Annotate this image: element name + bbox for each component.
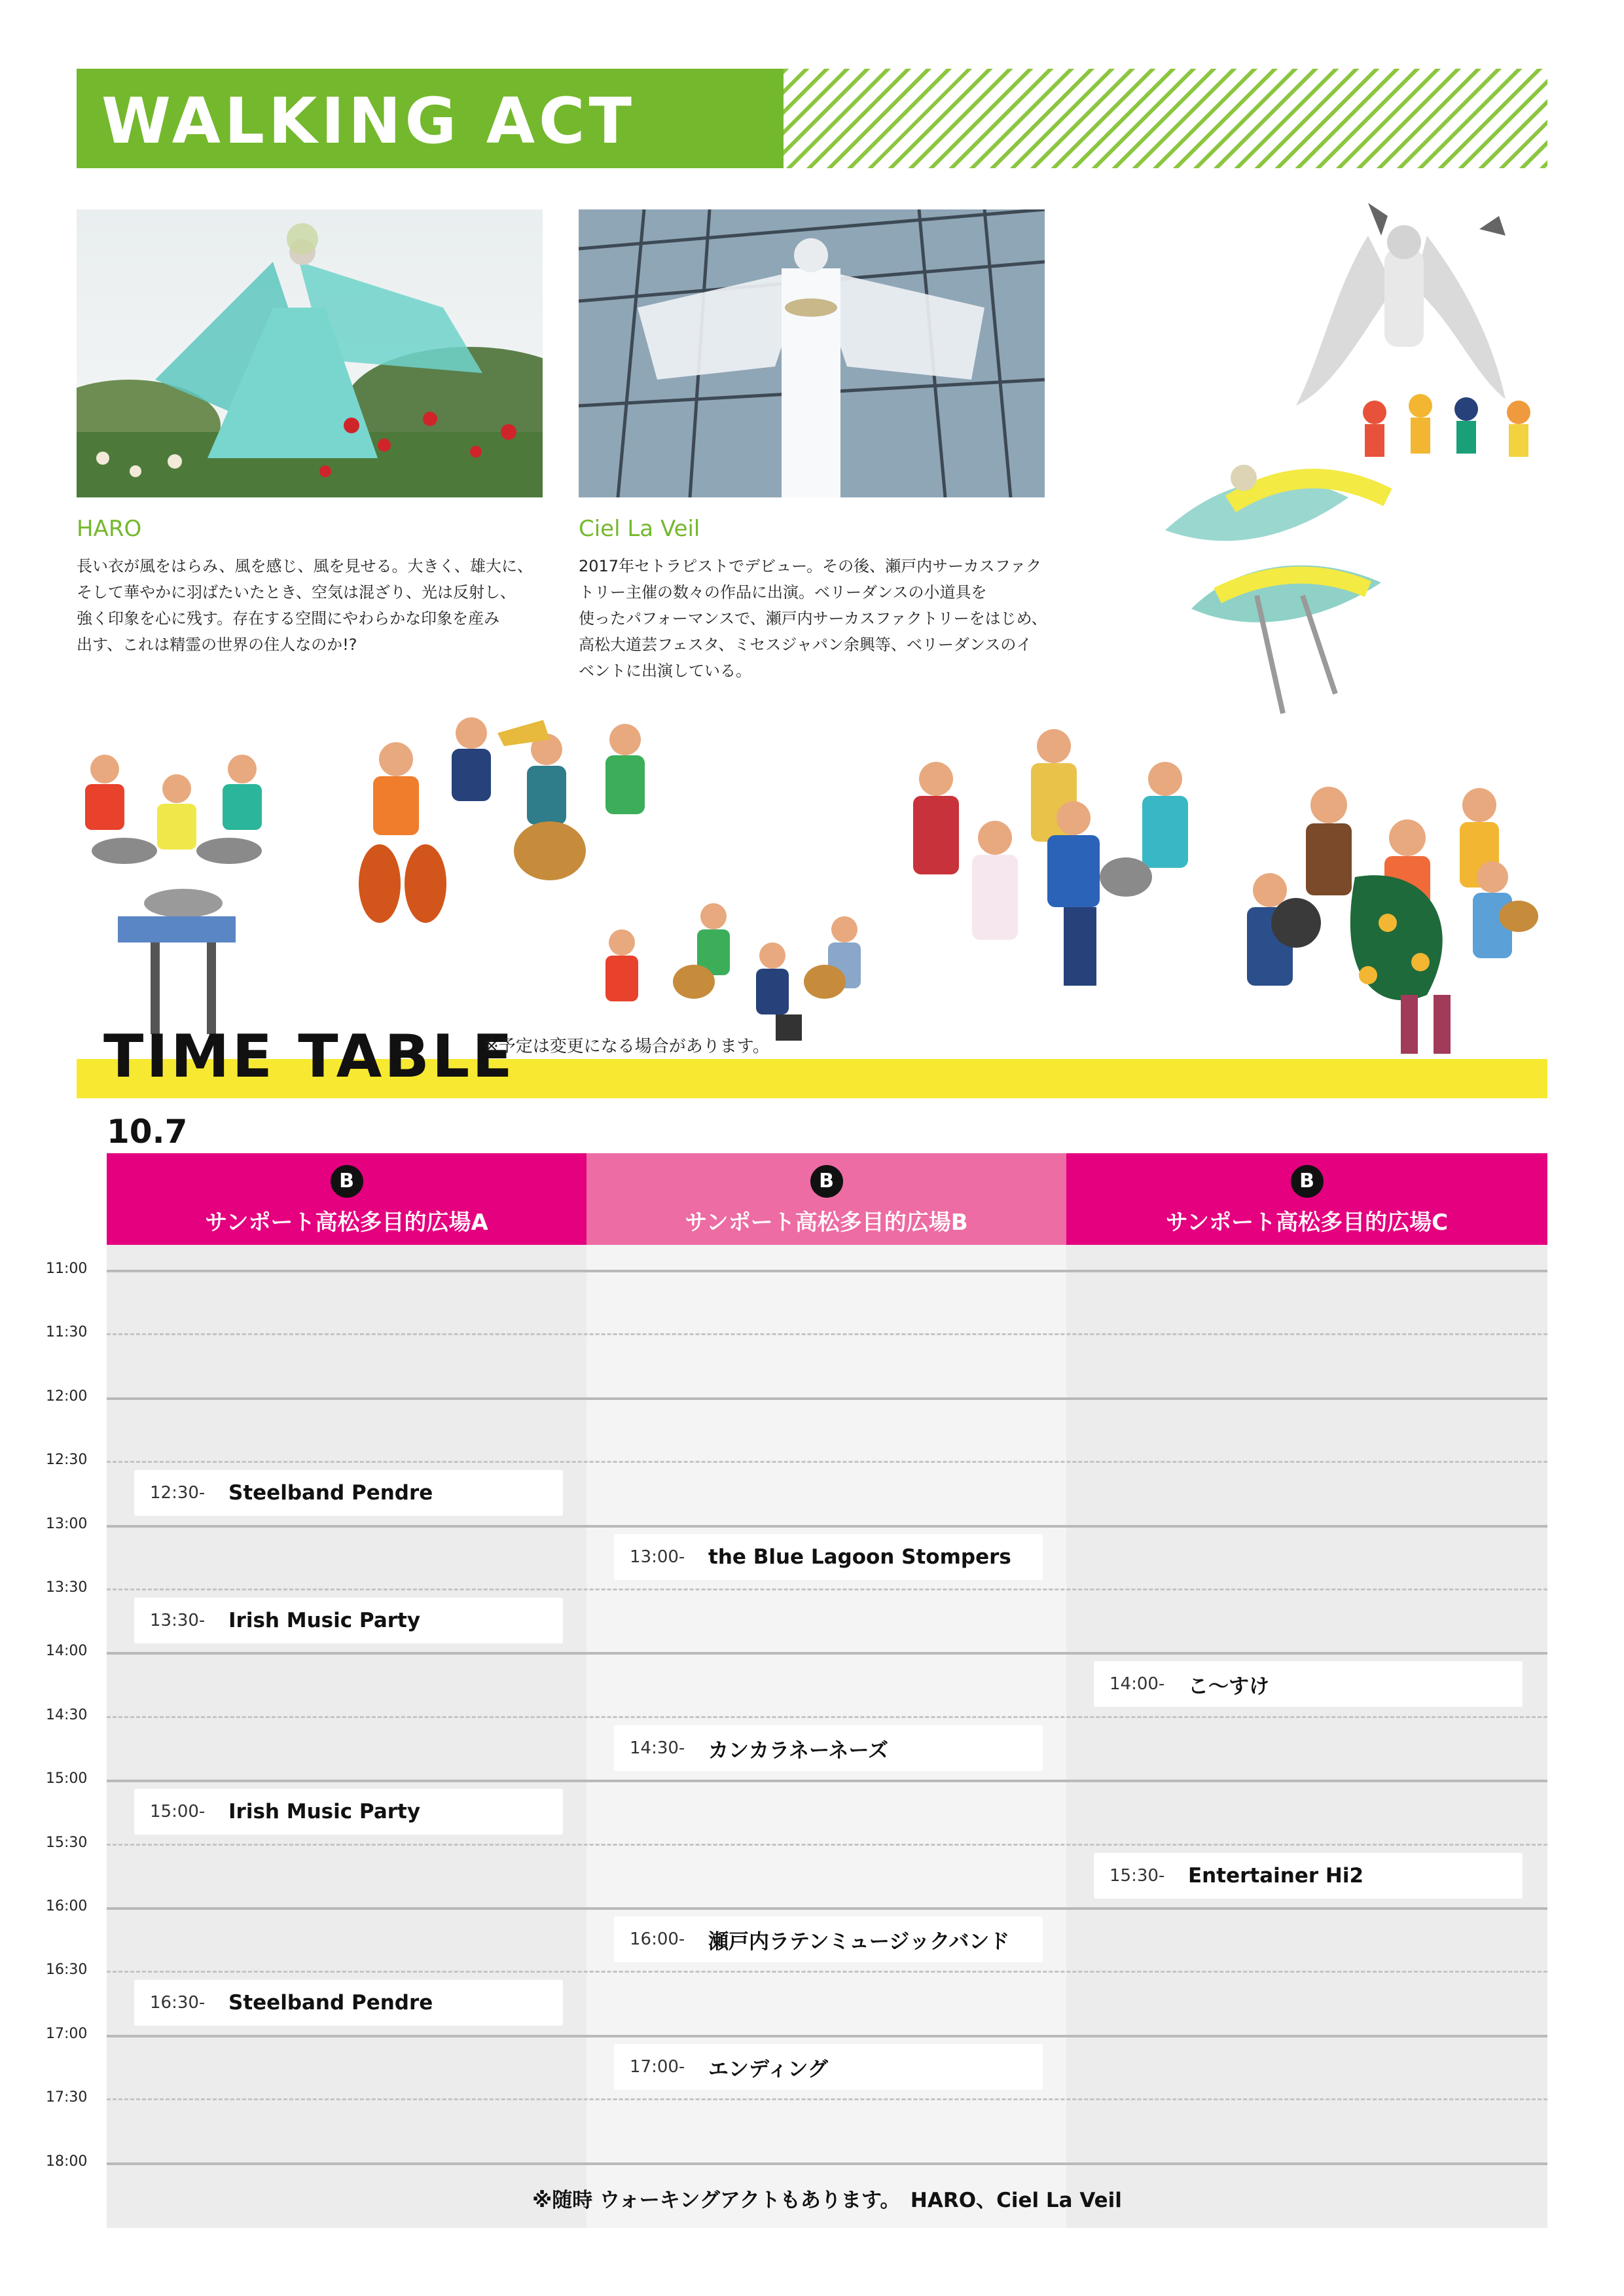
time-gridline: [107, 1397, 1547, 1400]
event-name: Steelband Pendre: [228, 1991, 433, 2015]
event-time: 14:00-: [1110, 1674, 1165, 1694]
time-gridline: [107, 2035, 1547, 2037]
event-time: 15:30-: [1110, 1866, 1165, 1886]
event-entry[interactable]: [614, 1534, 1043, 1580]
time-gridline: [107, 1652, 1547, 1655]
event-time: 16:30-: [150, 1993, 206, 2013]
event-time: 14:30-: [630, 1738, 685, 1758]
ciel-la-veil-description: [579, 553, 1056, 684]
haro-desc-line: そして華やかに羽ばたいたとき、空気は混ざり、光は反射し、: [77, 583, 516, 601]
time-label: 14:30: [46, 1707, 88, 1723]
ciel-desc-line: 2017年セトラピストでデビュー。その後、瀬戸内サーカスファク: [579, 557, 1042, 575]
time-label: 18:00: [46, 2153, 88, 2170]
time-label: 11:30: [46, 1324, 88, 1340]
time-gridline: [107, 1844, 1547, 1846]
ciel-la-veil-name: Ciel La Veil: [579, 516, 700, 542]
venue-name: サンポート高松多目的広場B: [685, 1210, 968, 1236]
time-gridline: [107, 1333, 1547, 1335]
event-name: エンディング: [708, 2057, 828, 2081]
time-gridline: [107, 2098, 1547, 2100]
venue-name: サンポート高松多目的広場C: [1165, 1210, 1449, 1236]
time-label: 12:00: [46, 1388, 88, 1405]
event-time: 17:00-: [630, 2057, 685, 2077]
venue-name: サンポート高松多目的広場A: [205, 1210, 488, 1236]
haro-description: [77, 553, 554, 658]
event-name: the Blue Lagoon Stompers: [708, 1545, 1011, 1569]
venue-column-c: [1066, 1245, 1547, 2228]
ciel-desc-line: ベントに出演している。: [579, 662, 751, 680]
timetable-title: TIME TABLE: [103, 1022, 515, 1091]
time-label: 15:00: [46, 1770, 88, 1787]
event-name: カンカラネーネーズ: [708, 1738, 888, 1763]
event-entry[interactable]: [614, 2044, 1043, 2090]
time-gridline: [107, 1461, 1547, 1463]
event-entry[interactable]: [134, 1598, 563, 1643]
ciel-desc-line: トリー主催の数々の作品に出演。ベリーダンスの小道具を: [579, 583, 987, 601]
event-name: Irish Music Party: [228, 1800, 421, 1823]
haro-name: HARO: [77, 516, 142, 542]
venue-header-b: [586, 1153, 1066, 1245]
time-gridline: [107, 1716, 1547, 1718]
time-gridline: [107, 1907, 1547, 1910]
event-time: 13:30-: [150, 1611, 206, 1630]
event-time: 13:00-: [630, 1547, 685, 1567]
event-entry[interactable]: [134, 1470, 563, 1516]
time-gridline: [107, 2162, 1547, 2165]
event-entry[interactable]: [614, 1725, 1043, 1771]
event-time: 16:00-: [630, 1929, 685, 1949]
timetable-change-note: ※予定は変更になる場合があります。: [484, 1037, 770, 1056]
time-label: 16:00: [46, 1898, 88, 1914]
event-entry[interactable]: [134, 1789, 563, 1835]
event-entry[interactable]: [1094, 1853, 1523, 1899]
time-label: 14:00: [46, 1643, 88, 1659]
event-name: Steelband Pendre: [228, 1481, 433, 1505]
haro-desc-line: 長い衣が風をはらみ、風を感じ、風を見せる。大きく、雄大に、: [77, 557, 533, 575]
time-label: 13:00: [46, 1516, 88, 1532]
venue-badge: B: [1291, 1165, 1324, 1198]
event-entry[interactable]: [614, 1916, 1043, 1962]
stilt-dancers-illustration: [1087, 190, 1584, 726]
time-gridline: [107, 1525, 1547, 1528]
event-name: こ〜すけ: [1188, 1674, 1269, 1698]
time-label: 16:30: [46, 1962, 88, 1978]
venue-header-c: [1066, 1153, 1547, 1245]
event-name: Irish Music Party: [228, 1609, 421, 1632]
walking-act-title: WALKING ACT: [101, 84, 636, 158]
event-name: 瀬戸内ラテンミュージックバンド: [708, 1929, 1010, 1954]
event-time: 15:00-: [150, 1802, 206, 1821]
event-entry[interactable]: [1094, 1661, 1523, 1707]
musicians-illustration: [52, 707, 1571, 1073]
time-gridline: [107, 1588, 1547, 1590]
walking-act-footnote: ※随時 ウォーキングアクトもあります。 HARO、Ciel La Veil: [532, 2189, 1122, 2212]
time-label: 13:30: [46, 1579, 88, 1596]
ciel-la-veil-photo: [579, 209, 1045, 497]
time-gridline: [107, 1270, 1547, 1272]
event-name: Entertainer Hi2: [1188, 1864, 1364, 1888]
venue-header-a: [107, 1153, 586, 1245]
venue-column-a: [107, 1245, 586, 2228]
time-gridline: [107, 1780, 1547, 1782]
timetable-date: 10.7: [107, 1113, 188, 1151]
time-label: 17:30: [46, 2089, 88, 2106]
haro-desc-line: 出す、これは精霊の世界の住人なのか!?: [77, 636, 357, 654]
time-label: 15:30: [46, 1835, 88, 1851]
time-label: 12:30: [46, 1452, 88, 1468]
time-gridline: [107, 1971, 1547, 1973]
ciel-desc-line: 高松大道芸フェスタ、ミセスジャパン余興等、ベリーダンスのイ: [579, 636, 1032, 654]
haro-photo: [77, 209, 543, 497]
ciel-desc-line: 使ったパフォーマンスで、瀬戸内サーカスファクトリーをはじめ、: [579, 609, 1047, 628]
venue-badge: B: [331, 1165, 363, 1198]
time-label: 11:00: [46, 1261, 88, 1277]
event-time: 12:30-: [150, 1483, 206, 1503]
event-entry[interactable]: [134, 1980, 563, 2026]
header-stripe-pattern: [784, 69, 1547, 168]
venue-badge: B: [810, 1165, 843, 1198]
time-label: 17:00: [46, 2026, 88, 2042]
haro-desc-line: 強く印象を心に残す。存在する空間にやわらかな印象を産み: [77, 609, 500, 628]
